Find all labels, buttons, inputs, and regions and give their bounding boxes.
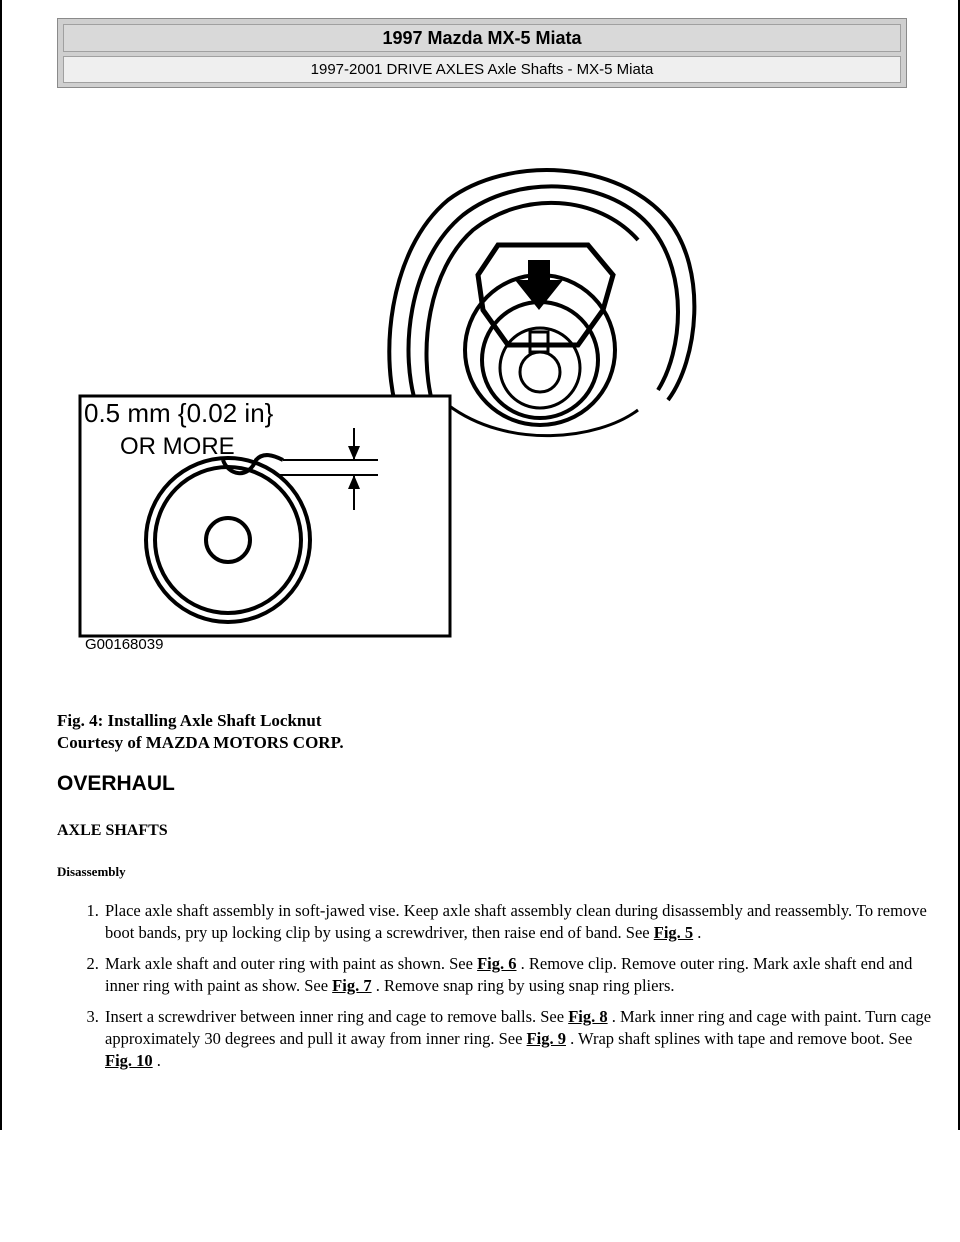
procedure-heading: Disassembly (57, 864, 126, 879)
step-3 (103, 1006, 943, 1072)
header-subtitle: 1997-2001 DRIVE AXLES Axle Shafts - MX-5 Miata (63, 56, 901, 83)
figure-id: G00168039 (85, 636, 164, 653)
fig-6-link[interactable]: Fig. 6 (477, 954, 517, 973)
step-text: . Mark inner ring and cage with paint. Turn cage approximately 30 degrees and pull it away from inner ring. See (105, 1007, 932, 1048)
inset-label-2: OR MORE (120, 433, 235, 460)
subsection-heading: AXLE SHAFTS (57, 822, 168, 839)
step-text: . (693, 923, 702, 942)
fig-7-link[interactable]: Fig. 7 (332, 976, 372, 995)
fig-9-link[interactable]: Fig. 9 (526, 1029, 566, 1048)
step-text: . Remove snap ring by using snap ring pliers. (371, 976, 675, 995)
step-text: Mark axle shaft and outer ring with paint as shown. See (105, 954, 478, 973)
step-text: Place axle shaft assembly in soft-jawed vise. Keep axle shaft assembly clean during disassembly and reassembly. To remove boot bands, pry up locking clip by using a screwdriver, then raise end of band. See (105, 901, 927, 942)
header-title: 1997 Mazda MX-5 Miata (63, 24, 901, 52)
axle-locknut-figure (78, 160, 718, 660)
disassembly-steps (68, 900, 943, 1081)
fig-10-link[interactable]: Fig. 10 (105, 1051, 153, 1070)
page-border-left (0, 0, 2, 1130)
caption-title: Fig. 4: Installing Axle Shaft Locknut (57, 711, 322, 730)
inset-label-1: 0.5 mm {0.02 in} (84, 398, 274, 428)
section-heading: OVERHAUL (57, 772, 175, 795)
step-text: . Wrap shaft splines with tape and remove boot. See (565, 1029, 913, 1048)
document-header (57, 18, 907, 88)
step-2 (103, 953, 943, 997)
fig-8-link[interactable]: Fig. 8 (568, 1007, 608, 1026)
step-text: Insert a screwdriver between inner ring and cage to remove balls. See (105, 1007, 569, 1026)
figure-caption (57, 710, 344, 754)
fig-5-link[interactable]: Fig. 5 (653, 923, 694, 942)
step-text: . (152, 1051, 161, 1070)
step-text: . Remove clip. Remove outer ring. Mark axle shaft end and inner ring with paint as show. See (105, 954, 913, 995)
step-1 (103, 900, 943, 944)
caption-credit: Courtesy of MAZDA MOTORS CORP. (57, 733, 344, 752)
